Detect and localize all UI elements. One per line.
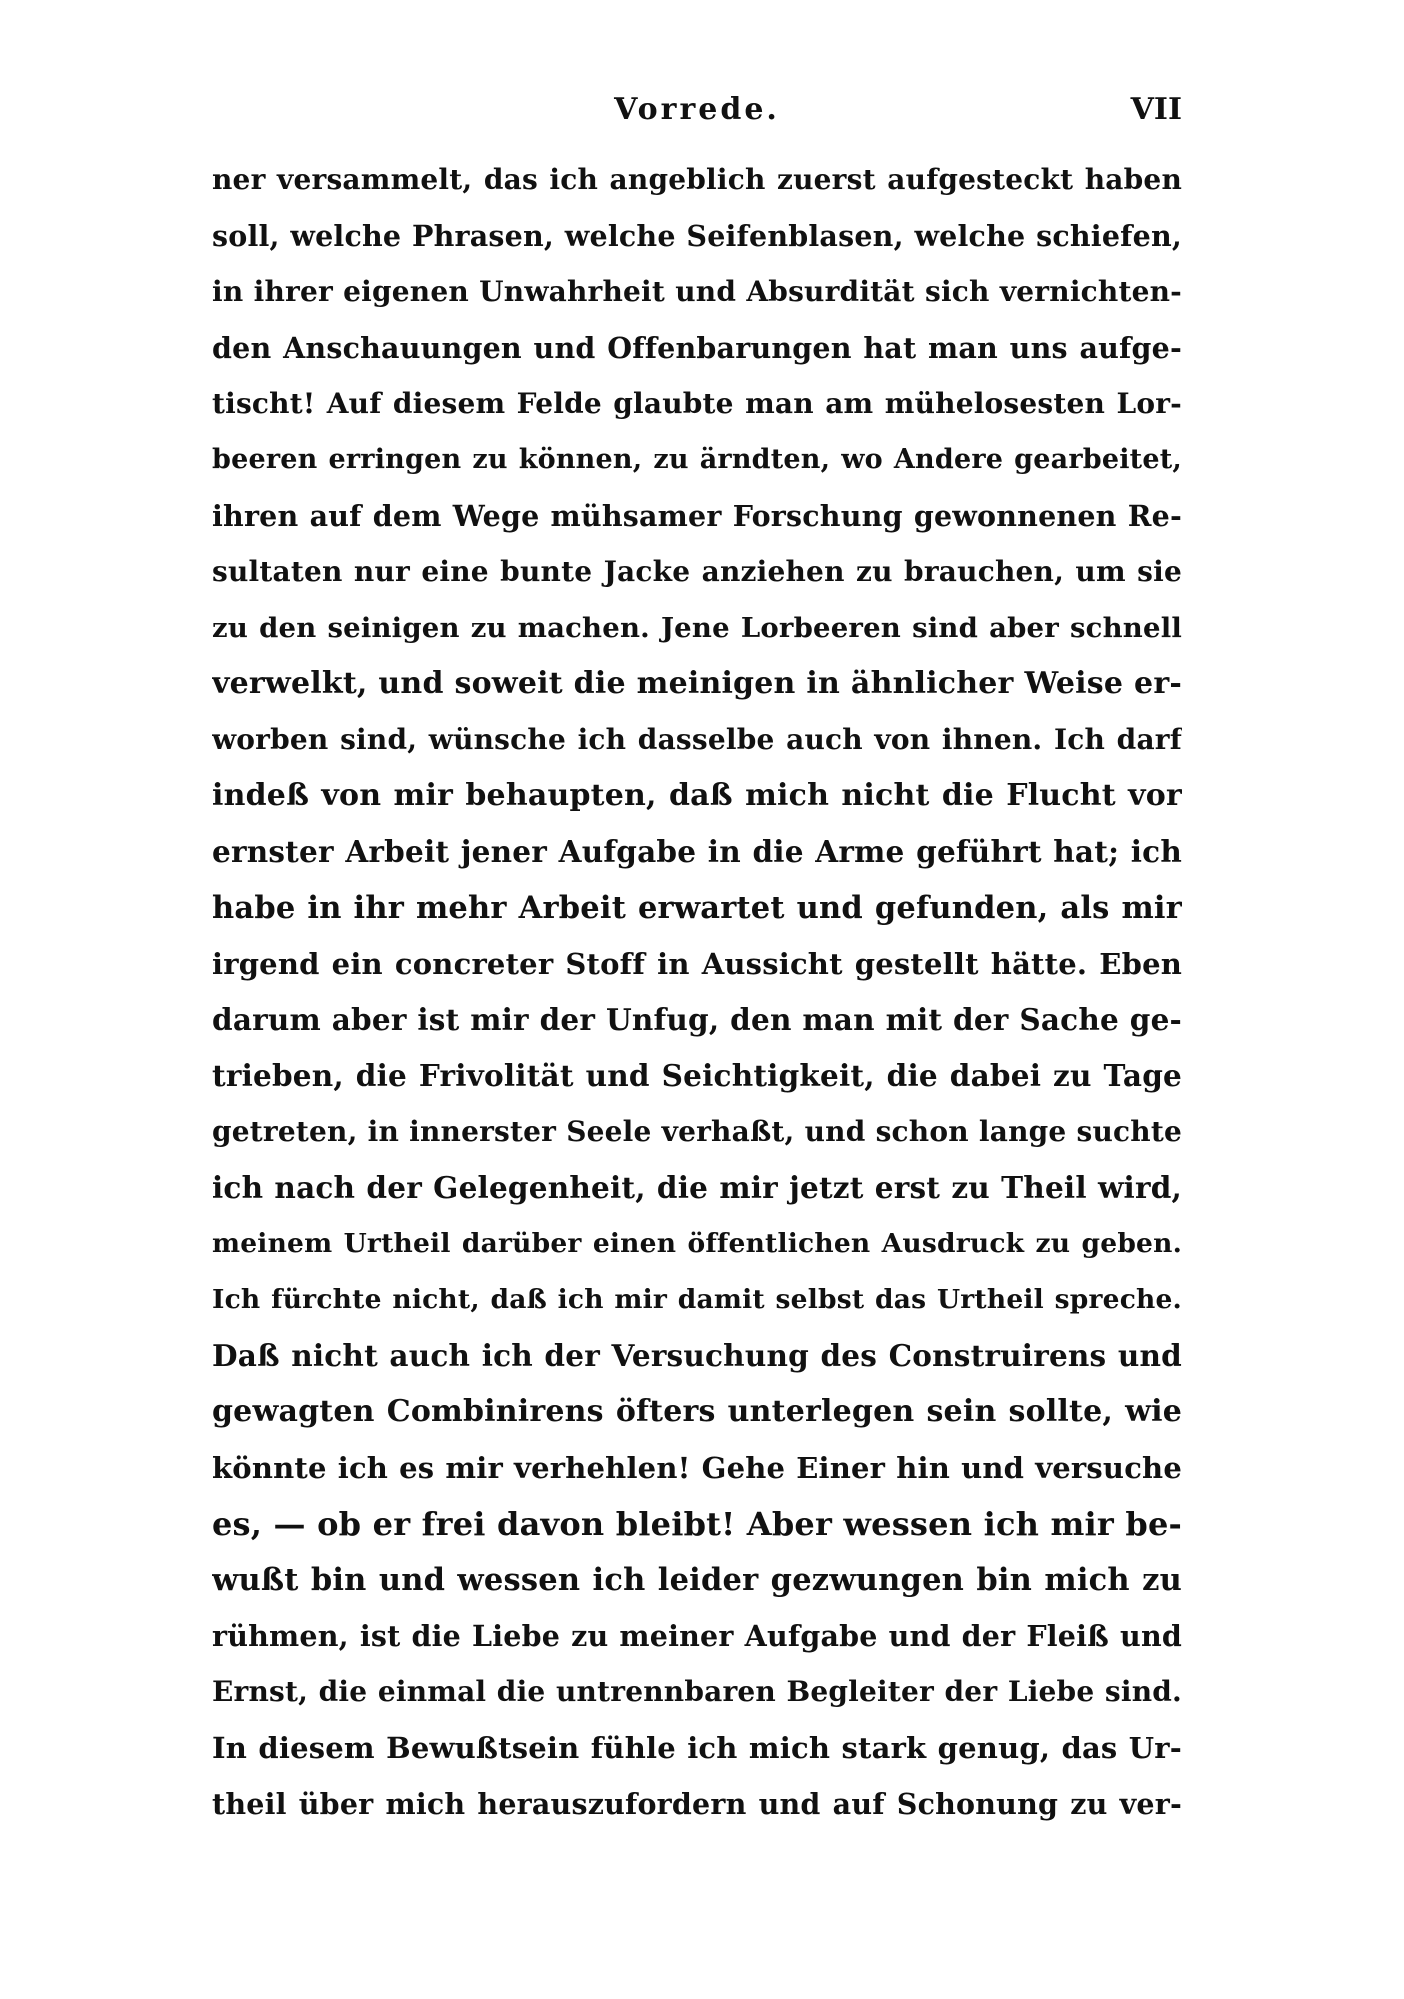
- text-line: den Anschauungen und Offenbarungen hat man uns aufge-: [212, 331, 1182, 365]
- text-line: verwelkt, und soweit die meinigen in ähnlicher Weise er-: [212, 666, 1182, 701]
- text-line: zu den seinigen zu machen. Jene Lorbeeren sind aber schnell: [212, 612, 1182, 644]
- text-line: Ernst, die einmal die untrennbaren Begleiter der Liebe sind.: [212, 1675, 1182, 1708]
- text-line: darum aber ist mir der Unfug, den man mit der Sache ge-: [212, 1002, 1182, 1037]
- text-line: gewagten Combinirens öfters unterlegen sein sollte, wie: [212, 1394, 1182, 1429]
- text-line: sultaten nur eine bunte Jacke anziehen zu brauchen, um sie: [212, 555, 1182, 588]
- text-line: meinem Urtheil darüber einen öffentlichen Ausdruck zu geben.: [212, 1228, 1182, 1259]
- page-number: VII: [1130, 92, 1182, 127]
- text-line: In diesem Bewußtsein fühle ich mich stark genug, das Ur-: [212, 1731, 1182, 1765]
- text-line: worben sind, wünsche ich dasselbe auch von ihnen. Ich darf: [212, 723, 1182, 756]
- text-line: ich nach der Gelegenheit, die mir jetzt erst zu Theil wird,: [212, 1170, 1182, 1205]
- text-line: theil über mich herauszufordern und auf Schonung zu ver-: [212, 1787, 1182, 1821]
- text-line: getreten, in innerster Seele verhaßt, und schon lange suchte: [212, 1115, 1182, 1148]
- text-line: soll, welche Phrasen, welche Seifenblasen, welche schiefen,: [212, 219, 1182, 253]
- text-line: ernster Arbeit jener Aufgabe in die Arme geführt hat; ich: [212, 834, 1182, 869]
- text-line: ihren auf dem Wege mühsamer Forschung gewonnenen Re-: [212, 499, 1182, 533]
- text-line: tischt! Auf diesem Felde glaubte man am mühelosesten Lor-: [212, 387, 1182, 420]
- text-line: habe in ihr mehr Arbeit erwartet und gefunden, als mir: [212, 890, 1182, 926]
- text-line: Daß nicht auch ich der Versuchung des Construirens und: [212, 1338, 1182, 1373]
- running-head: [212, 92, 1182, 132]
- text-line: Ich fürchte nicht, daß ich mir damit selbst das Urtheil spreche.: [212, 1284, 1182, 1315]
- text-line: beeren erringen zu können, zu ärndten, wo Andere gearbeitet,: [212, 444, 1182, 475]
- text-line: es, — ob er frei davon bleibt! Aber wessen ich mir be-: [212, 1505, 1182, 1543]
- body-text: [212, 152, 1182, 1832]
- text-line: irgend ein concreter Stoff in Aussicht gestellt hätte. Eben: [212, 947, 1182, 981]
- text-line: indeß von mir behaupten, daß mich nicht die Flucht vor: [212, 778, 1182, 813]
- page-title: Vorrede.: [614, 92, 780, 127]
- text-line: wußt bin und wessen ich leider gezwungen bin mich zu: [212, 1562, 1182, 1598]
- text-line: ner versammelt, das ich angeblich zuerst aufgesteckt haben: [212, 163, 1182, 196]
- text-line: trieben, die Frivolität und Seichtigkeit, die dabei zu Tage: [212, 1058, 1182, 1093]
- text-line: in ihrer eigenen Unwahrheit und Absurdität sich vernichten-: [212, 275, 1182, 308]
- text-line: rühmen, ist die Liebe zu meiner Aufgabe und der Fleiß und: [212, 1619, 1182, 1653]
- text-line: könnte ich es mir verhehlen! Gehe Einer hin und versuche: [212, 1451, 1182, 1485]
